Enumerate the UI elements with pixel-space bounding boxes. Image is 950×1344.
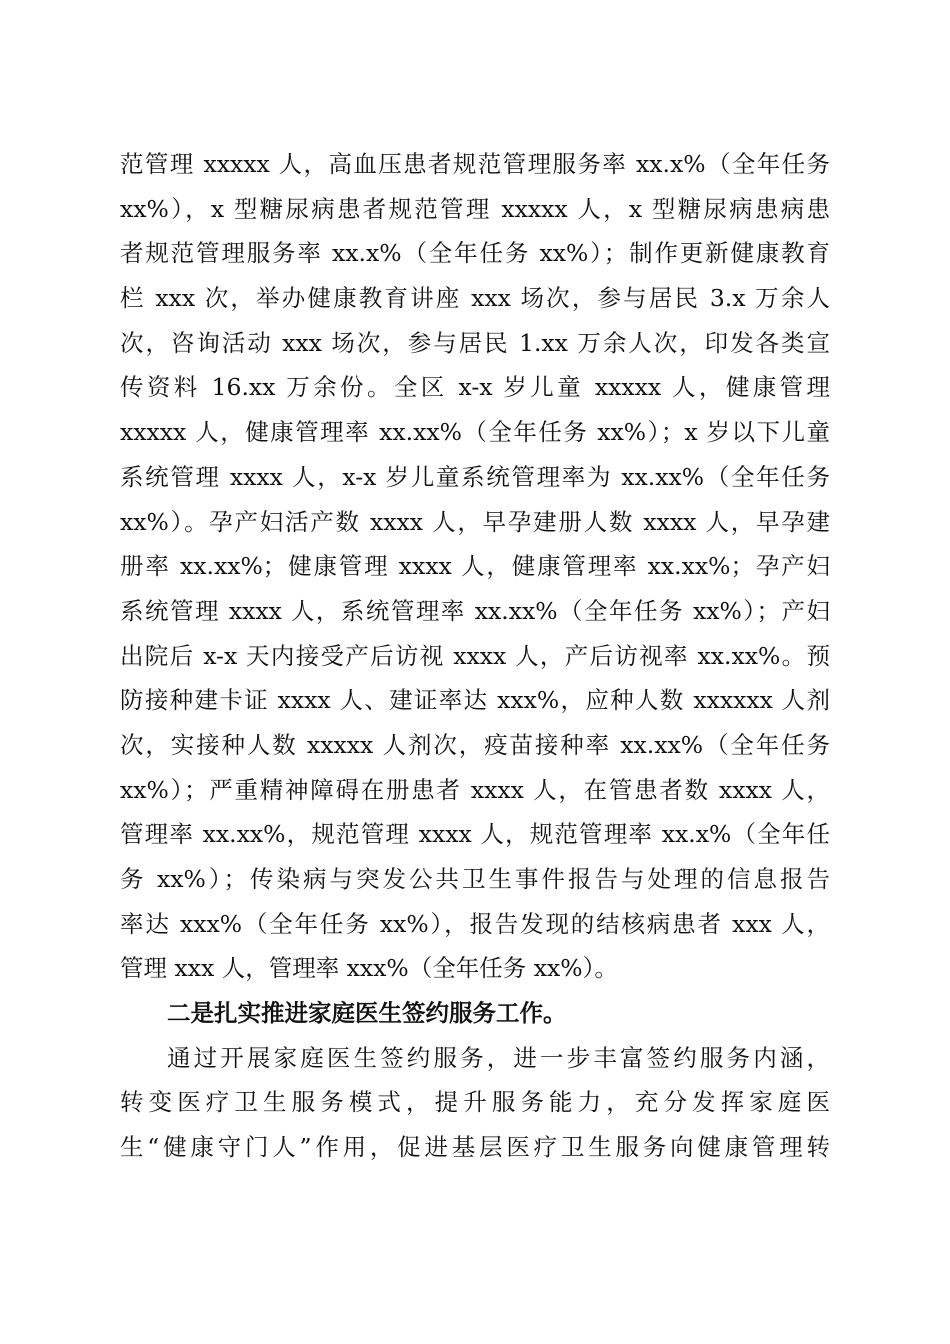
- section-heading: 二是扎实推进家庭医生签约服务工作。: [167, 999, 567, 1028]
- text-line: xx%），x 型糖尿病患者规范管理 xxxxx 人，x 型糖尿病患病患: [120, 194, 830, 223]
- text-line: 率达 xxx%（全年任务 xx%），报告发现的结核病患者 xxx 人，: [120, 909, 830, 938]
- text-line: 册率 xx.xx%；健康管理 xxxx 人，健康管理率 xx.xx%；孕产妇: [120, 552, 830, 581]
- text-line: 范管理 xxxxx 人，高血压患者规范管理服务率 xx.x%（全年任务: [120, 150, 830, 178]
- text-line: 系统管理 xxxx 人，x-x 岁儿童系统管理率为 xx.xx%（全年任务: [120, 462, 830, 491]
- text-line: xx%）；严重精神障碍在册患者 xxxx 人，在管患者数 xxxx 人，: [120, 775, 830, 804]
- text-line: 务 xx%）；传染病与突发公共卫生事件报告与处理的信息报告: [120, 865, 830, 893]
- text-line: 次，咨询活动 xxx 场次，参与居民 1.xx 万余人次，印发各类宣: [120, 328, 830, 357]
- text-line: 栏 xxx 次，举办健康教育讲座 xxx 场次，参与居民 3.x 万余人: [120, 284, 830, 313]
- text-line: 次，实接种人数 xxxxx 人剂次，疫苗接种率 xx.xx%（全年任务: [120, 730, 830, 759]
- paragraph-family-doctor: [120, 1036, 830, 1170]
- text-line: 防接种建卡证 xxxx 人、建证率达 xxx%，应种人数 xxxxxx 人剂: [120, 686, 830, 715]
- text-line: 通过开展家庭医生签约服务，进一步丰富签约服务内涵，: [167, 1043, 830, 1072]
- text-line: xx%）。孕产妇活产数 xxxx 人，早孕建册人数 xxxx 人，早孕建: [120, 507, 830, 536]
- text-line: 生“健康守门人”作用，促进基层医疗卫生服务向健康管理转: [120, 1133, 830, 1162]
- text-line: 系统管理 xxxx 人，系统管理率 xx.xx%（全年任务 xx%）；产妇: [120, 596, 830, 625]
- document-body: [120, 142, 830, 1170]
- text-line: xxxxx 人，健康管理率 xx.xx%（全年任务 xx%）；x 岁以下儿童: [120, 418, 830, 447]
- text-line: 者规范管理服务率 xx.x%（全年任务 xx%）；制作更新健康教育: [120, 239, 830, 268]
- text-line: 管理 xxx 人，管理率 xxx%（全年任务 xx%）。: [120, 954, 618, 983]
- text-line: 管理率 xx.xx%，规范管理 xxxx 人，规范管理率 xx.x%（全年任: [120, 820, 830, 849]
- text-line: 出院后 x-x 天内接受产后访视 xxxx 人，产后访视率 xx.xx%。预: [120, 641, 830, 670]
- paragraph-statistics: [120, 142, 830, 991]
- text-line: 转变医疗卫生服务模式，提升服务能力，充分发挥家庭医: [120, 1088, 830, 1117]
- text-line: 传资料 16.xx 万余份。全区 x-x 岁儿童 xxxxx 人，健康管理: [120, 373, 830, 402]
